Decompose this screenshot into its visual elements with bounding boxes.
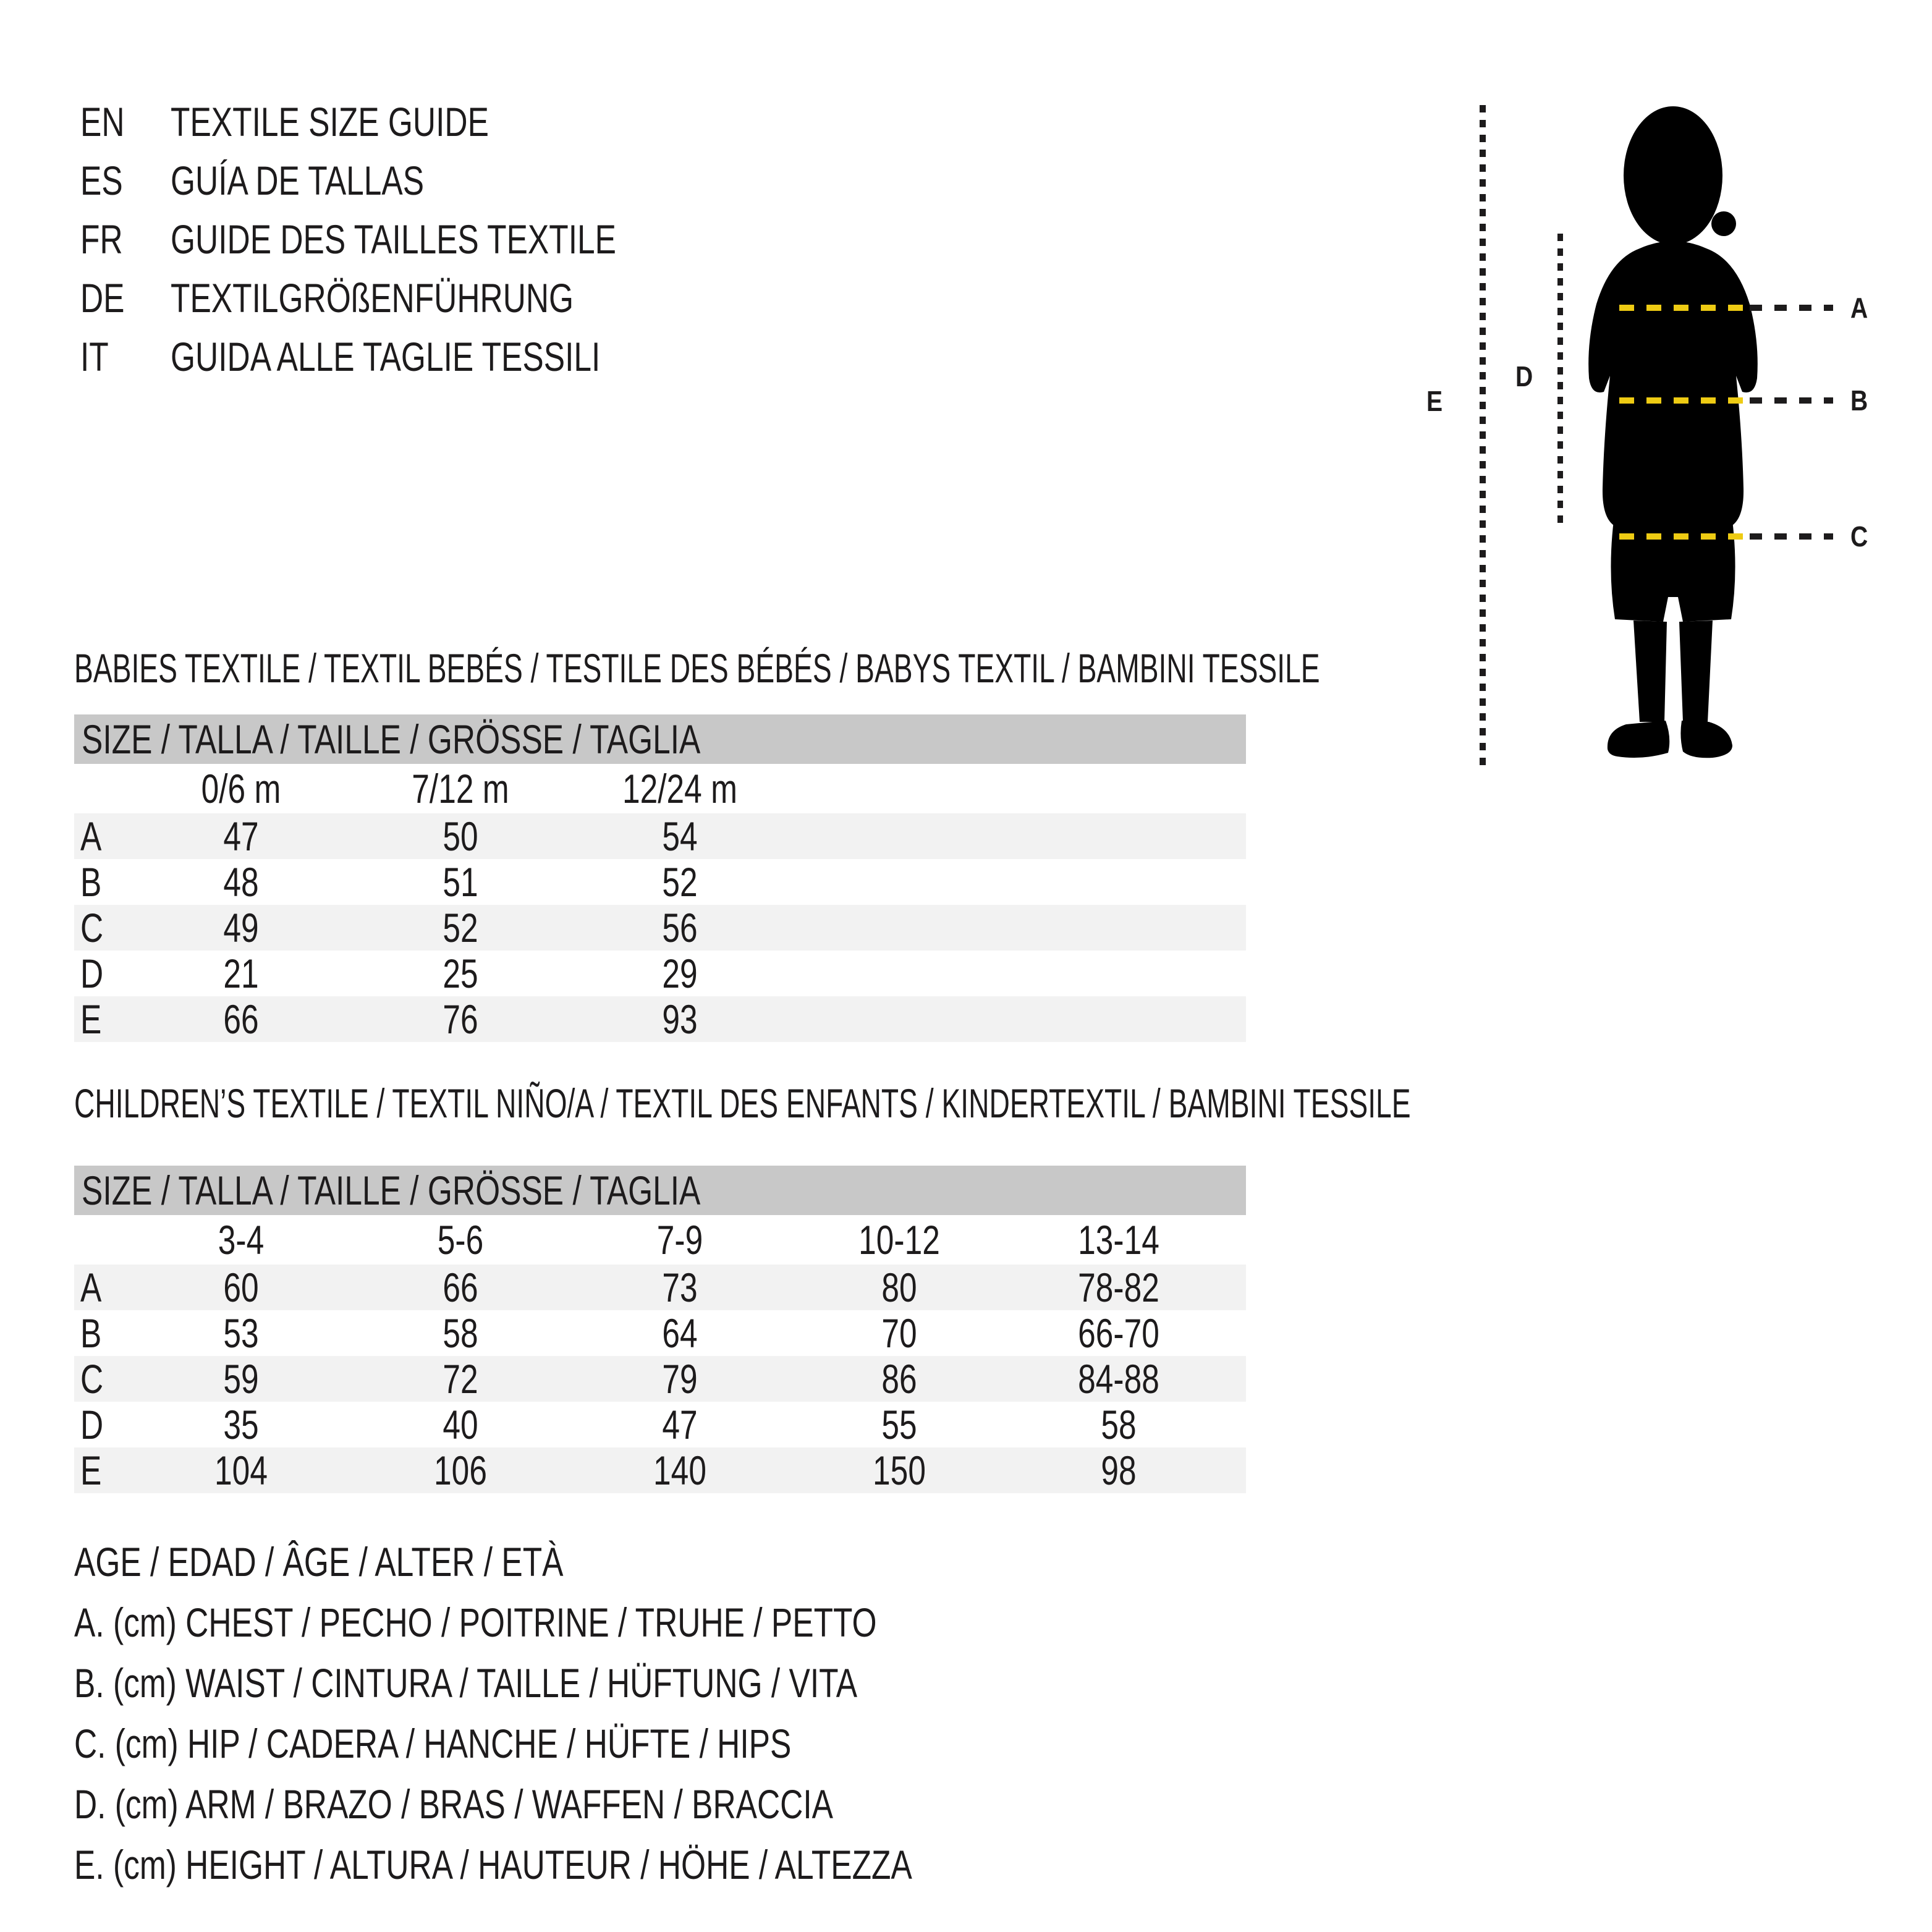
children-section-title: [74, 1080, 1932, 1126]
cell-value: 78-82: [1078, 1265, 1159, 1310]
children-section-title-text: CHILDREN’S TEXTILE / TEXTIL NIÑO/A / TEXTIL DES ENFANTS / KINDERTEXTIL / BAMBINI TESSILE: [74, 1080, 1411, 1126]
table-row: [74, 905, 1246, 951]
cell-value: 64: [662, 1310, 698, 1356]
cell-value: 150: [873, 1447, 926, 1493]
row-label: E: [80, 996, 102, 1042]
hip-dash-black: [1750, 533, 1833, 540]
cell-value: 59: [223, 1356, 259, 1402]
cell-value: 40: [443, 1402, 478, 1447]
measure-label-b: B: [1850, 384, 1868, 417]
babies-section-title-text: BABIES TEXTILE / TEXTIL BEBÉS / TESTILE DES BÉBÉS / BABYS TEXTIL / BAMBINI TESSILE: [74, 645, 1320, 691]
silhouette-head: [1624, 106, 1722, 245]
cell-value: 66: [223, 996, 259, 1042]
guide-title: GUÍA DE TALLAS: [171, 158, 425, 203]
cell-value: 56: [662, 905, 698, 951]
legend-text: C. (cm) HIP / CADERA / HANCHE / HÜFTE / HIPS: [74, 1721, 792, 1766]
row-label: C: [80, 1356, 104, 1402]
cell-value: 35: [223, 1402, 259, 1447]
legend-text: AGE / EDAD / ÂGE / ALTER / ETÀ: [74, 1539, 564, 1585]
cell-value: 86: [881, 1356, 917, 1402]
row-label: B: [80, 859, 102, 905]
cell-value: 58: [443, 1310, 478, 1356]
column-header: 7-9: [656, 1217, 703, 1263]
legend-line-hip: [74, 1723, 994, 1764]
cell-value: 25: [443, 951, 478, 996]
cell-value: 51: [443, 859, 478, 905]
size-header-label: SIZE / TALLA / TAILLE / GRÖSSE / TAGLIA: [82, 716, 701, 762]
guide-title: GUIDE DES TAILLES TEXTILE: [171, 216, 616, 262]
legend-text: E. (cm) HEIGHT / ALTURA / HAUTEUR / HÖHE / ALTEZZA: [74, 1842, 912, 1888]
chest-dash-black: [1750, 305, 1833, 311]
row-label: E: [80, 1447, 102, 1493]
hip-measure-line-c: [1619, 521, 1871, 552]
table-row: [74, 1447, 1246, 1493]
cell-value: 21: [223, 951, 259, 996]
cell-value: 106: [434, 1447, 487, 1493]
chest-measure-line-a: [1619, 292, 1871, 323]
language-row: [80, 328, 742, 386]
measure-label-c: C: [1850, 520, 1868, 553]
row-label: C: [80, 905, 104, 951]
table-row: [74, 859, 1246, 905]
legend-line-age: [74, 1539, 701, 1585]
row-label: D: [80, 1402, 104, 1447]
cell-value: 60: [223, 1265, 259, 1310]
babies-size-table: [74, 714, 1246, 1042]
row-label: B: [80, 1310, 102, 1356]
cell-value: 104: [214, 1447, 268, 1493]
language-row: [80, 269, 742, 328]
table-row: [74, 1402, 1246, 1447]
cell-value: 140: [653, 1447, 706, 1493]
column-header: 7/12 m: [412, 766, 509, 811]
cell-value: 72: [443, 1356, 478, 1402]
cell-value: 58: [1101, 1402, 1137, 1447]
cell-value: 49: [223, 905, 259, 951]
legend-text: A. (cm) CHEST / PECHO / POITRINE / TRUHE / PETTO: [74, 1599, 877, 1645]
table-row: [74, 996, 1246, 1042]
cell-value: 80: [881, 1265, 917, 1310]
arm-measure-line-d: [1557, 234, 1563, 525]
legend-line-waist: [74, 1660, 1078, 1706]
chest-dash-yellow: [1619, 305, 1746, 311]
babies-section-title: [74, 645, 1854, 691]
column-header: 3-4: [218, 1217, 265, 1263]
language-row: [80, 210, 742, 269]
waist-dash-black: [1750, 397, 1833, 404]
language-code: DE: [80, 275, 125, 321]
cell-value: 66-70: [1078, 1310, 1159, 1356]
cell-value: 52: [662, 859, 698, 905]
table-row: [74, 951, 1246, 996]
measure-label-d: D: [1515, 360, 1533, 392]
cell-value: 98: [1101, 1447, 1137, 1493]
children-table-header-bar: [74, 1166, 1246, 1215]
guide-title: TEXTILGRÖßENFÜHRUNG: [171, 275, 574, 321]
cell-value: 29: [662, 951, 698, 996]
column-header: 10-12: [858, 1217, 940, 1263]
cell-value: 70: [881, 1310, 917, 1356]
guide-title: TEXTILE SIZE GUIDE: [171, 99, 489, 145]
cell-value: 66: [443, 1265, 478, 1310]
measure-label-a: A: [1850, 292, 1868, 324]
babies-column-header-row: [74, 764, 1246, 813]
language-code: EN: [80, 99, 125, 145]
cell-value: 48: [223, 859, 259, 905]
size-header-label: SIZE / TALLA / TAILLE / GRÖSSE / TAGLIA: [82, 1167, 701, 1213]
row-label: D: [80, 951, 104, 996]
cell-value: 50: [443, 813, 478, 859]
legend-line-arm: [74, 1781, 1047, 1827]
language-title-list: [80, 93, 742, 386]
column-header: 0/6 m: [201, 766, 281, 811]
row-label: A: [80, 813, 102, 859]
guide-title: GUIDA ALLE TAGLIE TESSILI: [171, 334, 601, 379]
children-column-header-row: [74, 1215, 1246, 1265]
cell-value: 47: [662, 1402, 698, 1447]
waist-measure-line-b: [1619, 385, 1871, 416]
waist-dash-yellow: [1619, 397, 1746, 404]
children-size-table: [74, 1166, 1246, 1493]
language-code: FR: [80, 216, 123, 262]
legend-line-height: [74, 1842, 1148, 1888]
cell-value: 79: [662, 1356, 698, 1402]
measure-label-e: E: [1426, 385, 1443, 417]
table-row: [74, 813, 1246, 859]
silhouette-right-shoe: [1680, 721, 1732, 758]
legend-text: D. (cm) ARM / BRAZO / BRAS / WAFFEN / BRACCIA: [74, 1781, 833, 1827]
cell-value: 55: [881, 1402, 917, 1447]
row-label: A: [80, 1265, 102, 1310]
table-row: [74, 1265, 1246, 1310]
hip-dash-yellow: [1619, 533, 1746, 540]
babies-table-header-bar: [74, 714, 1246, 764]
silhouette-left-shoe: [1608, 721, 1669, 758]
silhouette-ear: [1711, 211, 1736, 236]
column-header: 12/24 m: [622, 766, 738, 811]
legend-text: B. (cm) WAIST / CINTURA / TAILLE / HÜFTUNG / VITA: [74, 1660, 858, 1706]
cell-value: 93: [662, 996, 698, 1042]
cell-value: 76: [443, 996, 478, 1042]
language-row: [80, 151, 742, 210]
table-row: [74, 1310, 1246, 1356]
cell-value: 52: [443, 905, 478, 951]
column-header: 13-14: [1078, 1217, 1159, 1263]
language-row: [80, 93, 742, 151]
table-row: [74, 1356, 1246, 1402]
cell-value: 54: [662, 813, 698, 859]
cell-value: 84-88: [1078, 1356, 1159, 1402]
cell-value: 53: [223, 1310, 259, 1356]
legend-line-chest: [74, 1599, 1103, 1645]
language-code: ES: [80, 158, 123, 203]
language-code: IT: [80, 334, 109, 379]
cell-value: 73: [662, 1265, 698, 1310]
column-header: 5-6: [437, 1217, 484, 1263]
cell-value: 47: [223, 813, 259, 859]
